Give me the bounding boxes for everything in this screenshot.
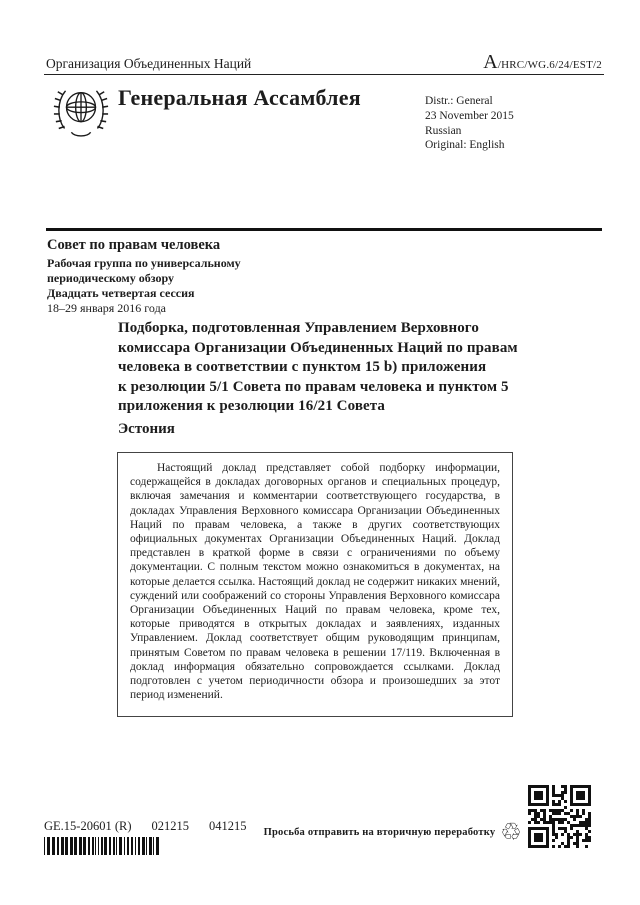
org-name: Организация Объединенных Наций xyxy=(46,56,252,71)
title-line: приложения к резолюции 16/21 Совета xyxy=(118,398,386,414)
date-line: 23 November 2015 xyxy=(425,109,514,122)
document-title xyxy=(118,319,518,417)
title-line: Подборка, подготовленная Управлением Верховного xyxy=(118,320,479,336)
un-emblem-icon xyxy=(52,82,110,149)
recycle-notice xyxy=(0,820,522,844)
section-rule xyxy=(46,228,602,231)
distr-line: Distr.: General xyxy=(425,95,493,107)
language-line: Russian xyxy=(425,124,462,137)
working-group-line1: Рабочая группа по универсальному xyxy=(47,256,241,270)
document-header xyxy=(46,52,602,72)
country-heading: Эстония xyxy=(118,421,175,437)
doc-symbol xyxy=(483,52,602,72)
header-rule xyxy=(44,74,604,75)
title-line: человека в соответствии с пунктом 15 b) приложения xyxy=(118,359,487,375)
summary-box xyxy=(117,452,513,717)
recycle-icon: ♲ xyxy=(500,818,522,846)
recycle-text: Просьба отправить на вторичную переработку xyxy=(263,826,496,838)
title-line: к резолюции 5/1 Совета по правам человека и пунктом 5 xyxy=(118,378,509,395)
original-line: Original: English xyxy=(425,139,505,152)
session-dates: 18–29 января 2016 года xyxy=(47,301,167,315)
council-title: Совет по правам человека xyxy=(47,237,221,253)
session-name: Двадцать четвертая сессия xyxy=(47,286,195,300)
summary-paragraph: Настоящий доклад представляет собой подборку информации, содержащейся в докладах договорных органов и специальных процедур, включая замечания и комментарии соответствующего государства, в докладах Управления Верховного комиссара Организации Объединенных Наций по правам человека, а также в других соответствующих официальных документах Организации Объединенных Наций. Доклад представлен в краткой форме в связи с ограничениями по объему документации. С полным текстом можно ознакомиться в документах, на которые делается ссылка. Настоящий доклад не содержит никаких мнений, суждений или соображений со стороны Управления Верховного комиссара Организации Объединенных Наций по правам человека, кроме тех, которые приводятся в открытых докладах и заявлениях, изданных Управлением. Доклад соответствует общим руководящим принципам, принятым Советом по правам человека в решении 17/119. Включенная в доклад информация обязательно сопровождается ссылками. Доклад подготовлен с учетом периодичности обзора и произошедших за этот период изменений. xyxy=(130,462,500,702)
title-line: комиссара Организации Объединенных Наций по правам xyxy=(118,339,518,356)
ge-code-1: 021215 xyxy=(151,819,189,833)
doc-symbol-code: /HRC/WG.6/24/EST/2 xyxy=(497,59,602,71)
ge-number: GE.15-20601 (R) xyxy=(44,819,132,833)
session-block xyxy=(47,238,241,316)
doc-symbol-letter: A xyxy=(483,51,498,73)
distribution-block xyxy=(425,94,514,153)
assembly-title: Генеральная Ассамблея xyxy=(118,85,361,110)
qr-code xyxy=(528,785,591,848)
working-group-line2: периодическому обзору xyxy=(47,271,175,285)
ge-code-2: 041215 xyxy=(209,819,247,833)
